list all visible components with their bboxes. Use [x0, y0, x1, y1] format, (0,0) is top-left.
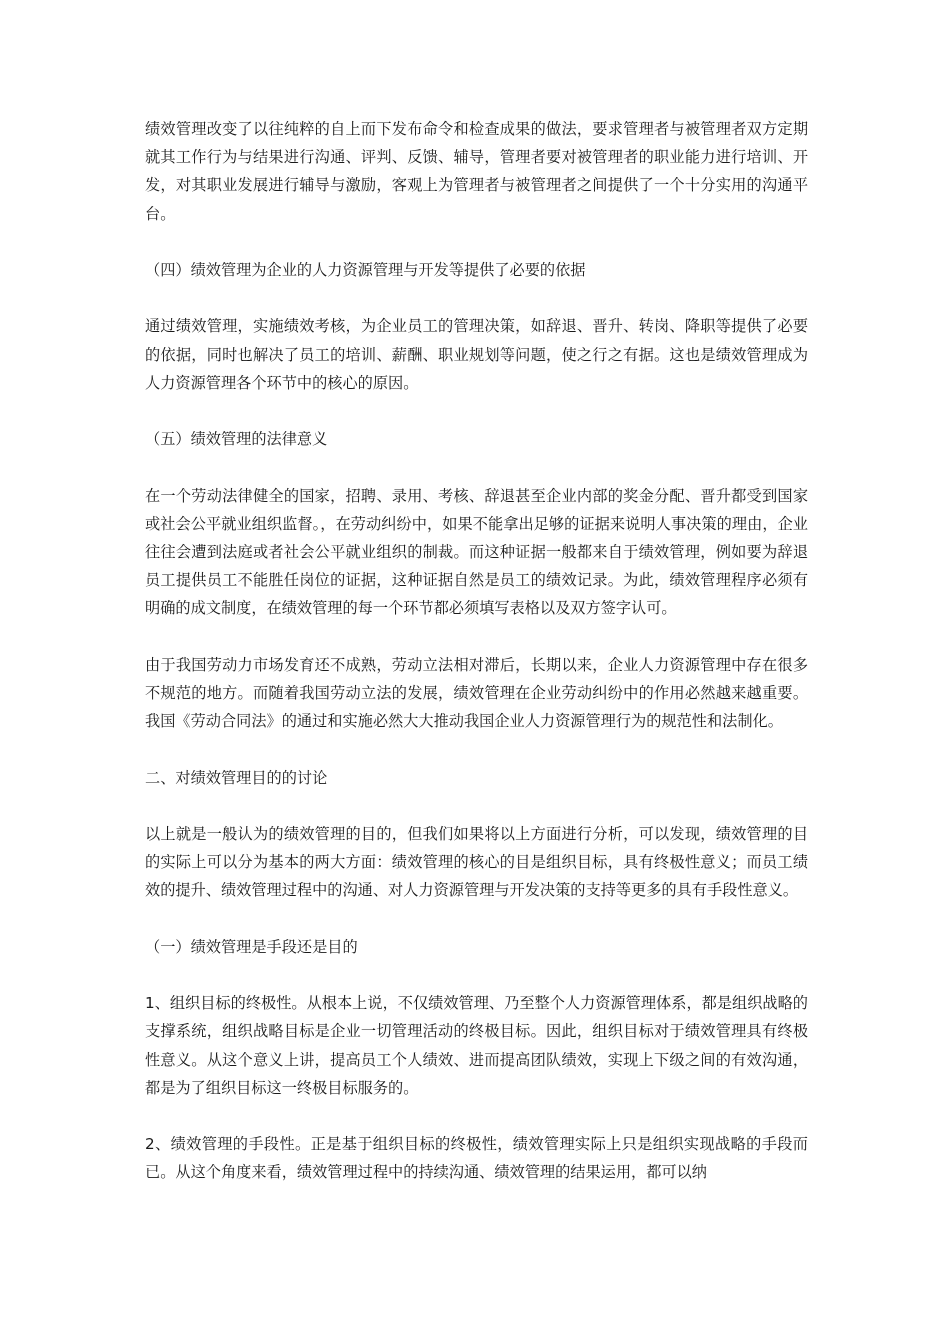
paragraph-communication-platform: 绩效管理改变了以往纯粹的自上而下发布命令和检查成果的做法，要求管理者与被管理者双方定期就其工作行为与结果进行沟通、评判、反馈、辅导，管理者要对被管理者的职业能力进行培训、开发，对其职业发展进行辅导与激励，客观上为管理者与被管理者之间提供了一个十分实用的沟通平台。 — [145, 120, 808, 223]
paragraph-ultimate-goal: 1、组织目标的终极性。从根本上说，不仅绩效管理、乃至整个人力资源管理体系，都是组织战略的支撑系统，组织战略目标是企业一切管理活动的终极目标。因此，组织目标对于绩效管理具有终极性意义。从这个意义上讲，提高员工个人绩效、进而提高团队绩效，实现上下级之间的有效沟通，都是为了组织目标这一终极目标服务的。 — [145, 994, 808, 1097]
chapter-heading-2: 二、对绩效管理目的的讨论 — [145, 768, 328, 787]
paragraph-purpose-analysis: 以上就是一般认为的绩效管理的目的，但我们如果将以上方面进行分析，可以发现，绩效管理的目的实际上可以分为基本的两大方面：绩效管理的核心的目是组织目标，具有终极性意义；而员工绩效的提升、绩效管理过程中的沟通、对人力资源管理与开发决策的支持等更多的具有手段性意义。 — [145, 824, 808, 900]
document-body — [145, 115, 808, 1215]
paragraph-labor-law: 由于我国劳动力市场发育还不成熟，劳动立法相对滞后，长期以来，企业人力资源管理中存在很多不规范的地方。而随着我国劳动立法的发展，绩效管理在企业劳动纠纷中的作用必然越来越重要。我国《劳动合同法》的通过和实施必然大大推动我国企业人力资源管理行为的规范性和法制化。 — [145, 655, 808, 731]
subsection-heading-1: （一）绩效管理是手段还是目的 — [145, 937, 358, 956]
paragraph-decision-basis: 通过绩效管理，实施绩效考核，为企业员工的管理决策，如辞退、晋升、转岗、降职等提供了必要的依据，同时也解决了员工的培训、薪酬、职业规划等问题，使之行之有据。这也是绩效管理成为人力资源管理各个环节中的核心的原因。 — [145, 317, 808, 392]
paragraph-legal-evidence: 在一个劳动法律健全的国家，招聘、录用、考核、辞退甚至企业内部的奖金分配、晋升都受到国家或社会公平就业组织监督。，在劳动纠纷中，如果不能拿出足够的证据来说明人事决策的理由，企业往往会遭到法庭或者社会公平就业组织的制裁。而这种证据一般都来自于绩效管理，例如要为辞退员工提供员工不能胜任岗位的证据，这种证据自然是员工的绩效记录。为此，绩效管理程序必须有明确的成文制度，在绩效管理的每一个环节都必须填写表格以及双方签字认可。 — [145, 486, 808, 618]
section-heading-4: （四）绩效管理为企业的人力资源管理与开发等提供了必要的依据 — [145, 261, 586, 279]
section-heading-5: （五）绩效管理的法律意义 — [145, 430, 328, 449]
paragraph-means: 2、绩效管理的手段性。正是基于组织目标的终极性，绩效管理实际上只是组织实现战略的手段而已。从这个角度来看，绩效管理过程中的持续沟通、绩效管理的结果运用，都可以纳 — [145, 1135, 808, 1182]
